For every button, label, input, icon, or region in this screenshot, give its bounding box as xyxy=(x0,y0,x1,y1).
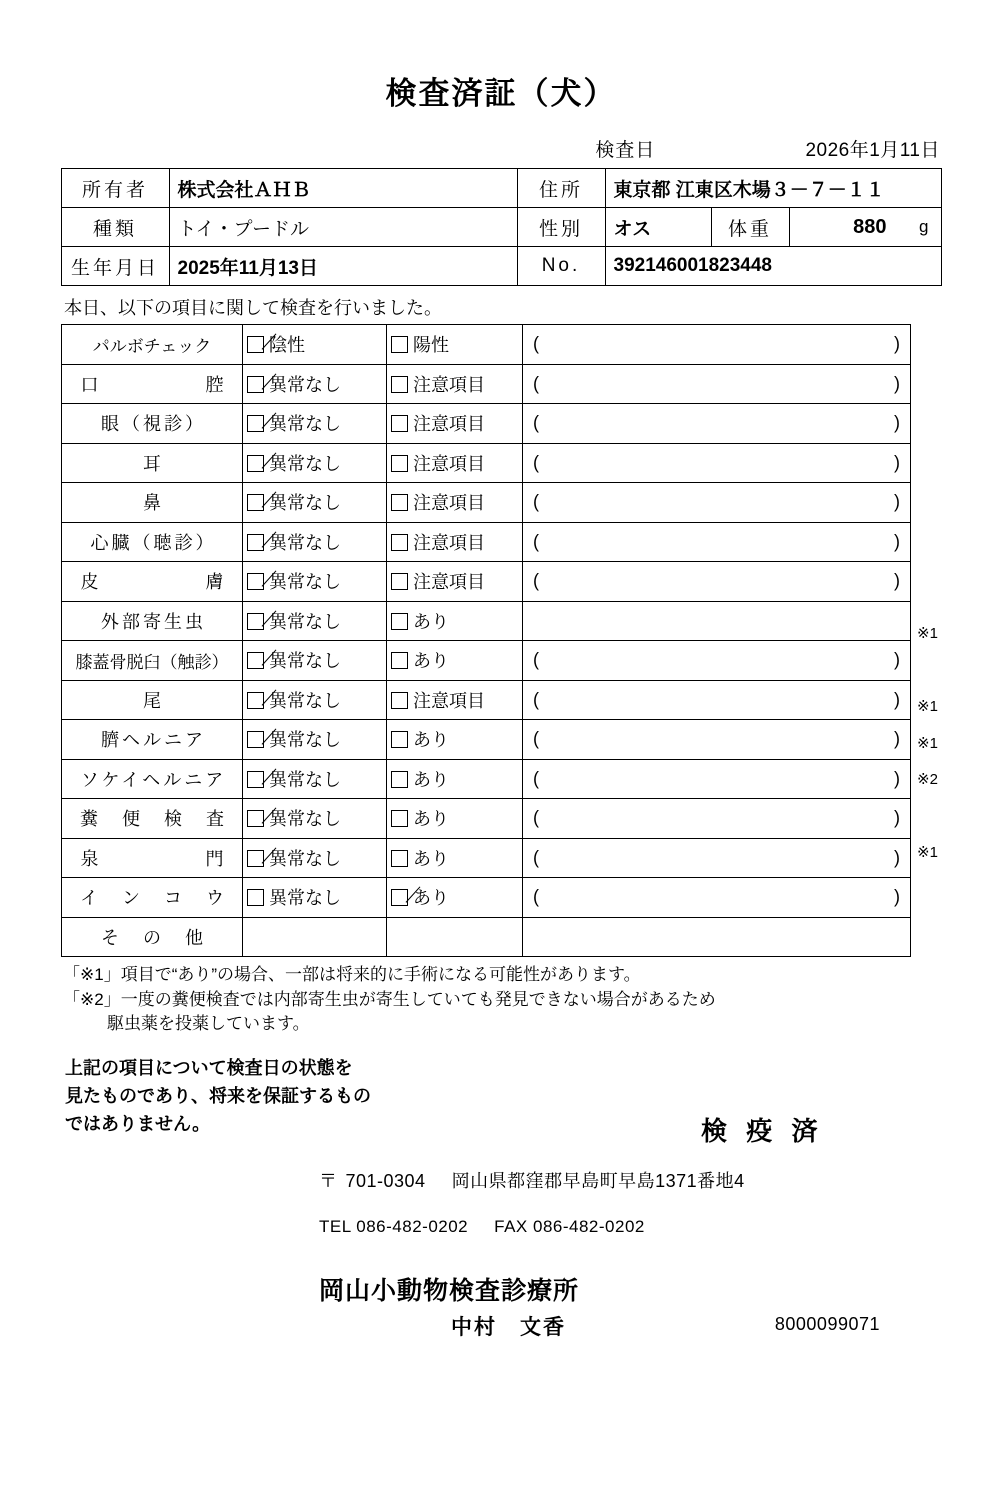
note-mark: ※1 xyxy=(917,734,938,752)
check-option-1[interactable] xyxy=(243,325,387,365)
note-mark: ※1 xyxy=(917,844,938,861)
paren-close: ) xyxy=(894,886,900,907)
table-row xyxy=(62,562,911,602)
check-option-2-label: あり xyxy=(413,888,449,909)
table-row xyxy=(62,799,911,839)
owner-info-table xyxy=(61,168,942,286)
table-row xyxy=(62,680,911,720)
check-option-1[interactable] xyxy=(243,799,387,839)
check-option-1[interactable] xyxy=(243,917,387,957)
check-option-1[interactable] xyxy=(243,680,387,720)
check-option-2[interactable] xyxy=(387,838,523,878)
paren-close: ) xyxy=(894,491,900,512)
exam-date-row xyxy=(0,135,1002,162)
check-remark-field[interactable] xyxy=(523,483,911,523)
check-option-2-label: 注意項目 xyxy=(413,690,485,711)
check-option-1-label: 異常なし xyxy=(269,809,341,830)
checkbox-icon[interactable] xyxy=(391,613,408,630)
check-option-1[interactable] xyxy=(243,759,387,799)
check-option-1[interactable] xyxy=(243,404,387,444)
checkbox-icon[interactable] xyxy=(247,889,264,906)
check-option-1-label: 異常なし xyxy=(269,493,341,514)
check-remark-field[interactable] xyxy=(523,917,911,957)
footnote-3: 駆虫薬を投薬しています。 xyxy=(107,1014,310,1034)
checkbox-icon[interactable] xyxy=(391,771,408,788)
check-option-1-label: 異常なし xyxy=(269,611,341,632)
owner-value: 株式会社ＡＨＢ xyxy=(169,169,517,208)
checkbox-icon[interactable] xyxy=(391,494,408,511)
table-row xyxy=(62,641,911,681)
checkbox-checked-icon[interactable] xyxy=(247,534,264,551)
check-option-2[interactable] xyxy=(387,325,523,365)
checkbox-checked-icon[interactable] xyxy=(247,692,264,709)
checkbox-icon[interactable] xyxy=(391,455,408,472)
check-item-name: イ ン コ ウ xyxy=(80,888,227,909)
check-item-name: 臍ヘルニア xyxy=(101,730,206,751)
exam-date-label: 検査日 xyxy=(595,140,656,161)
paren-close: ) xyxy=(894,689,900,710)
check-item-label xyxy=(62,601,243,641)
paren-open: ( xyxy=(533,412,539,433)
check-option-2-label: 注意項目 xyxy=(413,453,485,474)
paren-close: ) xyxy=(894,570,900,591)
check-item-name: 尾 xyxy=(143,690,168,711)
table-row-breed xyxy=(61,208,941,247)
check-option-1-label: 異常なし xyxy=(269,690,341,711)
paren-open: ( xyxy=(533,847,539,868)
no-value: 392146001823448 xyxy=(605,247,941,286)
check-option-1-label: 陰性 xyxy=(269,335,305,356)
disclaimer-text xyxy=(65,1055,371,1139)
table-row-owner xyxy=(61,169,941,208)
check-option-1[interactable] xyxy=(243,878,387,918)
checkbox-icon[interactable] xyxy=(391,415,408,432)
paren-close: ) xyxy=(894,807,900,828)
paren-open: ( xyxy=(533,452,539,473)
check-item-name: 口 腔 xyxy=(80,374,231,395)
note-mark: ※2 xyxy=(917,771,938,788)
footnote-2: 「※2」一度の糞便検査では内部寄生虫が寄生していても発見できない場合があるため xyxy=(63,989,716,1009)
checkbox-checked-icon[interactable] xyxy=(247,652,264,669)
no-label: No. xyxy=(517,247,605,286)
check-remark-field[interactable] xyxy=(523,404,911,444)
check-option-2-label: あり xyxy=(413,848,449,869)
paren-close: ) xyxy=(894,452,900,473)
breed-label: 種類 xyxy=(61,208,169,247)
checkbox-checked-icon[interactable] xyxy=(391,889,408,906)
weight-unit: g xyxy=(919,217,929,236)
checkbox-icon[interactable] xyxy=(391,652,408,669)
check-remark-field[interactable] xyxy=(523,641,911,681)
checkbox-icon[interactable] xyxy=(391,534,408,551)
doctor-name: 中村 文香 xyxy=(451,1315,566,1339)
clinic-name: 岡山小動物検査診療所 xyxy=(319,1276,580,1305)
check-item-label xyxy=(62,483,243,523)
check-option-2-label: 注意項目 xyxy=(413,414,485,435)
check-option-2[interactable] xyxy=(387,878,523,918)
check-item-name: 膝蓋骨脱臼（触診） xyxy=(75,652,229,672)
check-remark-field[interactable] xyxy=(523,601,911,641)
disclaimer-line-3: ではありません。 xyxy=(65,1113,211,1134)
check-item-name: パルボチェック xyxy=(92,336,212,356)
check-item-label xyxy=(62,404,243,444)
fax: FAX 086-482-0202 xyxy=(494,1216,645,1236)
check-remark-field[interactable] xyxy=(523,562,911,602)
checkbox-icon[interactable] xyxy=(391,692,408,709)
check-item-label xyxy=(62,878,243,918)
certificate-page xyxy=(0,68,1002,1491)
check-item-name: 泉 門 xyxy=(80,848,231,869)
paren-close: ) xyxy=(894,412,900,433)
table-row-birth xyxy=(61,247,941,286)
check-item-label xyxy=(62,720,243,760)
weight-value: 880 xyxy=(853,215,887,238)
postal-code: 701-0304 xyxy=(345,1170,426,1191)
check-remark-field[interactable] xyxy=(523,522,911,562)
checkbox-checked-icon[interactable] xyxy=(247,850,264,867)
footnote-1: 「※1」項目で“あり”の場合、一部は将来的に手術になる可能性があります。 xyxy=(63,965,641,984)
postal-mark-icon: 〒 xyxy=(319,1170,338,1191)
check-option-2-label: あり xyxy=(413,730,449,751)
check-item-label xyxy=(62,759,243,799)
paren-open: ( xyxy=(533,649,539,670)
table-row xyxy=(62,443,911,483)
check-option-1[interactable] xyxy=(243,641,387,681)
check-option-2-label: 注意項目 xyxy=(413,532,485,553)
table-row xyxy=(62,325,911,365)
check-option-2-label: 注意項目 xyxy=(413,572,485,593)
check-option-2-label: あり xyxy=(413,611,449,632)
clinic-address xyxy=(319,1167,745,1193)
check-remark-field[interactable] xyxy=(523,364,911,404)
check-remark-field[interactable] xyxy=(523,325,911,365)
check-option-2[interactable] xyxy=(387,759,523,799)
check-item-label xyxy=(62,364,243,404)
table-row xyxy=(62,601,911,641)
table-row xyxy=(62,917,911,957)
checkbox-checked-icon[interactable] xyxy=(247,376,264,393)
check-option-1[interactable] xyxy=(243,838,387,878)
birthdate-label: 生年月日 xyxy=(61,247,169,286)
paren-open: ( xyxy=(533,570,539,591)
check-option-2-label: 注意項目 xyxy=(413,374,485,395)
telephone: TEL 086-482-0202 xyxy=(319,1216,469,1236)
paren-close: ) xyxy=(894,531,900,552)
check-option-1-label: 異常なし xyxy=(269,414,341,435)
checkbox-checked-icon[interactable] xyxy=(247,573,264,590)
check-option-1-label: 異常なし xyxy=(269,453,341,474)
check-remark-field[interactable] xyxy=(523,680,911,720)
disclaimer-line-2: 見たものであり、将来を保証するもの xyxy=(65,1085,371,1106)
check-option-1-label: 異常なし xyxy=(269,532,341,553)
paren-open: ( xyxy=(533,886,539,907)
check-item-name: 耳 xyxy=(143,453,168,474)
check-item-name: ソケイヘルニア xyxy=(80,769,227,790)
checkbox-checked-icon[interactable] xyxy=(247,810,264,827)
checkbox-checked-icon[interactable] xyxy=(247,494,264,511)
checks-table xyxy=(61,324,911,957)
check-option-2[interactable] xyxy=(387,601,523,641)
table-row xyxy=(62,522,911,562)
check-item-name: 眼（視診） xyxy=(101,414,206,435)
check-item-label xyxy=(62,917,243,957)
table-row xyxy=(62,759,911,799)
check-remark-field[interactable] xyxy=(523,838,911,878)
check-option-1[interactable] xyxy=(243,364,387,404)
check-remark-field[interactable] xyxy=(523,799,911,839)
table-row xyxy=(62,878,911,918)
check-option-1-label: 異常なし xyxy=(269,730,341,751)
address-value: 東京都 江東区木場３－７－１１ xyxy=(605,169,941,208)
checkbox-icon[interactable] xyxy=(391,573,408,590)
check-option-1[interactable] xyxy=(243,522,387,562)
check-option-2[interactable] xyxy=(387,404,523,444)
checkbox-icon[interactable] xyxy=(391,850,408,867)
check-item-name: 心臓（聴診） xyxy=(90,532,217,553)
owner-label: 所有者 xyxy=(61,169,169,208)
check-remark-field[interactable] xyxy=(523,443,911,483)
table-row xyxy=(62,483,911,523)
check-option-2[interactable] xyxy=(387,483,523,523)
address-text: 岡山県都窪郡早島町早島1371番地4 xyxy=(451,1170,745,1191)
note-mark: ※1 xyxy=(917,698,938,715)
check-item-label xyxy=(62,562,243,602)
check-option-2[interactable] xyxy=(387,680,523,720)
check-item-label xyxy=(62,838,243,878)
checkbox-checked-icon[interactable] xyxy=(247,613,264,630)
check-item-name: 鼻 xyxy=(143,493,168,514)
paren-open: ( xyxy=(533,491,539,512)
check-option-2[interactable] xyxy=(387,522,523,562)
paren-close: ) xyxy=(894,649,900,670)
check-option-2-label: あり xyxy=(413,809,449,830)
checkbox-icon[interactable] xyxy=(391,731,408,748)
footnotes xyxy=(59,963,943,1037)
check-option-2-label: 陽性 xyxy=(413,335,449,356)
table-row xyxy=(62,720,911,760)
paren-open: ( xyxy=(533,728,539,749)
clinic-contact xyxy=(319,1217,645,1237)
serial-number: 8000099071 xyxy=(774,1314,880,1334)
check-item-label xyxy=(62,325,243,365)
checkbox-checked-icon[interactable] xyxy=(247,336,264,353)
checkbox-icon[interactable] xyxy=(391,336,408,353)
checkbox-checked-icon[interactable] xyxy=(247,731,264,748)
check-remark-field[interactable] xyxy=(523,878,911,918)
check-item-label xyxy=(62,799,243,839)
check-option-2[interactable] xyxy=(387,917,523,957)
check-item-label xyxy=(62,680,243,720)
check-remark-field[interactable] xyxy=(523,759,911,799)
checks-section xyxy=(61,324,941,957)
check-option-1[interactable] xyxy=(243,443,387,483)
check-option-1-label: 異常なし xyxy=(269,572,341,593)
check-option-1-label: 異常なし xyxy=(269,374,341,395)
weight-value-cell xyxy=(789,208,941,247)
table-row xyxy=(62,364,911,404)
birthdate-value: 2025年11月13日 xyxy=(169,247,517,286)
note-mark: ※1 xyxy=(917,625,938,642)
paren-open: ( xyxy=(533,807,539,828)
breed-value: トイ・プードル xyxy=(169,208,517,247)
paren-close: ) xyxy=(894,847,900,868)
check-option-1-label: 異常なし xyxy=(269,651,341,672)
checkbox-checked-icon[interactable] xyxy=(247,455,264,472)
check-option-1[interactable] xyxy=(243,562,387,602)
address-label: 住所 xyxy=(517,169,605,208)
check-option-2-label: 注意項目 xyxy=(413,493,485,514)
paren-close: ) xyxy=(894,333,900,354)
sex-value: オス xyxy=(605,208,711,247)
check-item-label xyxy=(62,522,243,562)
check-option-2[interactable] xyxy=(387,720,523,760)
footer-block xyxy=(61,1049,941,1349)
check-option-1[interactable] xyxy=(243,720,387,760)
check-option-2[interactable] xyxy=(387,443,523,483)
check-option-2[interactable] xyxy=(387,562,523,602)
paren-open: ( xyxy=(533,333,539,354)
table-row xyxy=(62,838,911,878)
disclaimer-line-1: 上記の項目について検査日の状態を xyxy=(65,1057,353,1078)
paren-open: ( xyxy=(533,689,539,710)
quarantine-stamp: 検 疫 済 xyxy=(701,1115,824,1146)
check-option-1[interactable] xyxy=(243,601,387,641)
check-remark-field[interactable] xyxy=(523,720,911,760)
paren-close: ) xyxy=(894,728,900,749)
check-option-1-label: 異常なし xyxy=(269,848,341,869)
check-item-name: 外部寄生虫 xyxy=(101,611,206,632)
check-item-name: そ の 他 xyxy=(101,927,206,948)
paren-open: ( xyxy=(533,373,539,394)
page-title: 検査済証（犬） xyxy=(385,76,617,111)
check-option-1[interactable] xyxy=(243,483,387,523)
check-option-2-label: あり xyxy=(413,651,449,672)
checkbox-checked-icon[interactable] xyxy=(247,415,264,432)
paren-open: ( xyxy=(533,768,539,789)
check-option-1-label: 異常なし xyxy=(269,769,341,790)
exam-date-value: 2026年1月11日 xyxy=(805,140,940,161)
paren-close: ) xyxy=(894,768,900,789)
paren-close: ) xyxy=(894,373,900,394)
checkbox-icon[interactable] xyxy=(391,376,408,393)
check-item-label xyxy=(62,443,243,483)
paren-open: ( xyxy=(533,531,539,552)
check-item-label xyxy=(62,641,243,681)
check-option-1-label: 異常なし xyxy=(269,888,341,909)
weight-label: 体重 xyxy=(711,208,789,247)
check-option-2[interactable] xyxy=(387,799,523,839)
check-option-2[interactable] xyxy=(387,641,523,681)
intro-text: 本日、以下の項目に関して検査を行いました。 xyxy=(64,298,442,318)
check-item-name: 糞 便 検 査 xyxy=(80,809,227,830)
checkbox-checked-icon[interactable] xyxy=(247,771,264,788)
sex-label: 性別 xyxy=(517,208,605,247)
table-row xyxy=(62,404,911,444)
checkbox-icon[interactable] xyxy=(391,810,408,827)
check-option-2[interactable] xyxy=(387,364,523,404)
check-item-name: 皮 膚 xyxy=(80,572,231,593)
check-option-2-label: あり xyxy=(413,769,449,790)
